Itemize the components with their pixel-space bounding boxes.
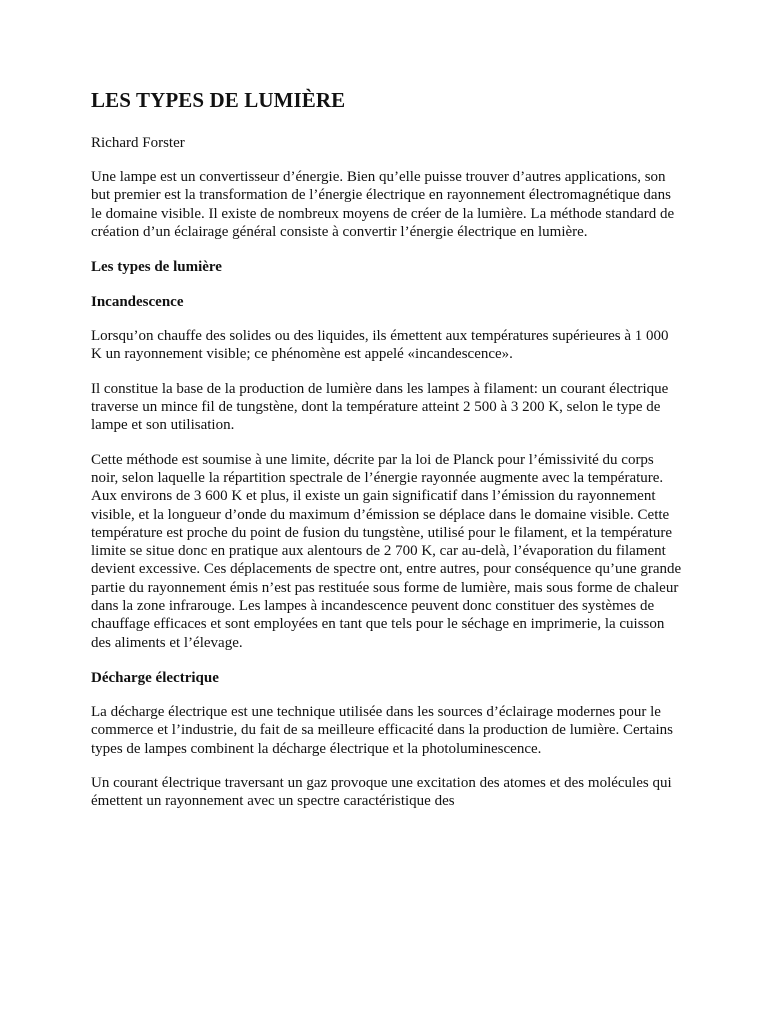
section-heading: Les types de lumière xyxy=(91,259,222,276)
decharge-paragraph-2: Un courant électrique traversant un gaz provoque une excitation des atomes et des molécules qui émettent un rayonnement avec un spectre caractéristique des xyxy=(91,774,672,810)
incandescence-heading: Incandescence xyxy=(91,294,184,311)
decharge-heading: Décharge électrique xyxy=(91,669,219,686)
incandescence-paragraph-3: Cette méthode est soumise à une limite, décrite par la loi de Planck pour l’émissivité du corps noir, selon laquelle la répartition spectrale de l’énergie rayonnée augmente avec la température. Aux environs de 3 600 K et plus, il existe un gain significatif dans l’émission du rayonnement visible, et la longueur d’onde du maximum d’émission se déplace dans le domaine visible. Cette température est proche du point de fusion du tungstène, utilisé pour le filament, et la température limite se situe donc en pratique aux alentours de 2 700 K, car au-delà, l’évaporation du filament devient excessive. Ces déplacements de spectre ont, entre autres, pour conséquence qu’une grande partie du rayonnement émis n’est pas restituée sous forme de lumière, mais sous forme de chaleur dans la zone infrarouge. Les lampes à incandescence peuvent donc constituer des systèmes de chauffage efficaces et sont employées en tant que tels pour le séchage en imprimerie, la cuisson des aliments et l’élevage. xyxy=(91,451,682,651)
decharge-paragraph-1: La décharge électrique est une technique utilisée dans les sources d’éclairage modernes pour le commerce et l’industrie, du fait de sa meilleure efficacité dans la production de lumière. Certains types de lampes combinent la décharge électrique et la photoluminescence. xyxy=(91,703,673,757)
document-title: LES TYPES DE LUMIÈRE xyxy=(91,88,346,112)
author-name: Richard Forster xyxy=(91,135,185,151)
incandescence-paragraph-2: Il constitue la base de la production de lumière dans les lampes à filament: un courant électrique traverse un mince fil de tungstène, dont la température atteint 2 500 à 3 200 K, selon le type de lampe et son utilisation. xyxy=(91,380,669,434)
intro-paragraph: Une lampe est un convertisseur d’énergie. Bien qu’elle puisse trouver d’autres applications, son but premier est la transformation de l’énergie électrique en rayonnement électromagnétique dans le domaine visible. Il existe de nombreux moyens de créer de la lumière. La méthode standard de création d’un éclairage général consiste à convertir l’énergie électrique en lumière. xyxy=(91,169,675,240)
incandescence-paragraph-1: Lorsqu’on chauffe des solides ou des liquides, ils émettent aux températures supérieures à 1 000 K un rayonnement visible; ce phénomène est appelé «incandescence». xyxy=(91,328,669,363)
document-page xyxy=(91,86,683,810)
